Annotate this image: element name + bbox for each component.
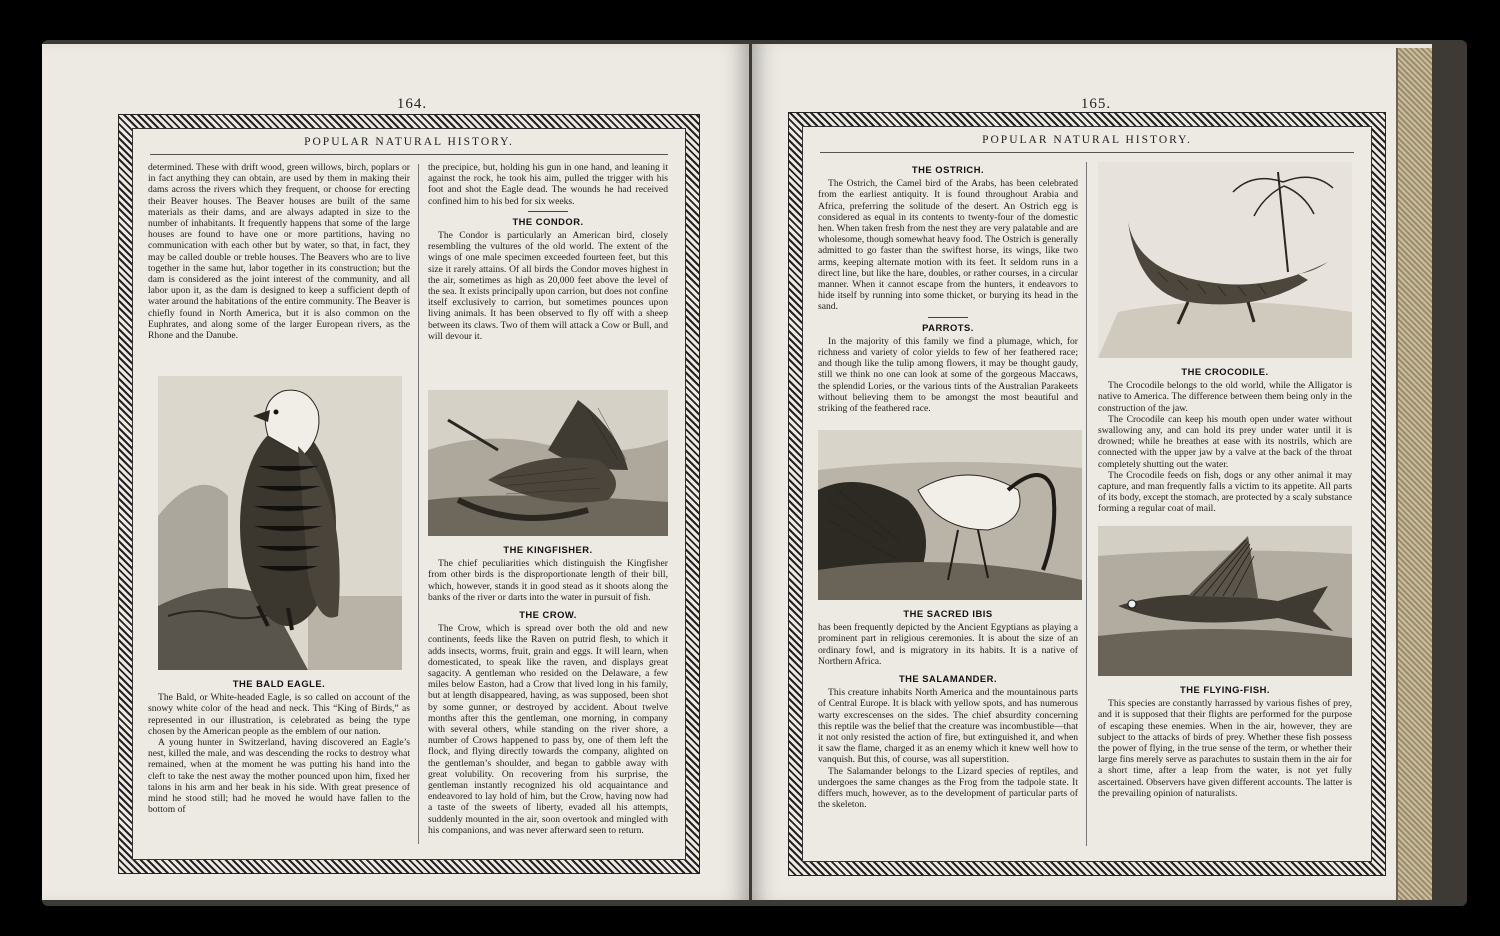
- page-number: 165.: [1080, 96, 1112, 112]
- text-column: [148, 162, 410, 366]
- section-heading: THE BALD EAGLE.: [232, 678, 326, 689]
- paragraph: The chief peculiarities which distinguish the Kingfisher from other birds is the disproportionate length of their bill, which, however, stands it in good stead as it shoots along the banks of the river or darts into the water in pursuit of fish.: [428, 558, 668, 603]
- text-column: [818, 160, 1078, 415]
- column-rule: [1086, 162, 1087, 846]
- text-column: [818, 604, 1078, 844]
- section-heading: THE KINGFISHER.: [503, 544, 593, 555]
- crocodile-illustration: [1098, 162, 1352, 358]
- paragraph: has been frequently depicted by the Ancient Egyptians as playing a prominent part in religious ceremonies. It is about the size of an ordinary fowl, and is migratory in its habits. It is a native of Northern Africa.: [818, 622, 1078, 667]
- running-head: POPULAR NATURAL HISTORY.: [304, 136, 514, 148]
- paragraph: This species are constantly harrassed by various fishes of prey, and it is supposed that their flights are performed for the purpose of escaping these enemies. When in the air, however, they are subject to the attacks of birds of prey. Whether these fish possess the power of flying, in the true sense of the term, or whether their large fins merely serve as parachutes to sustain them in the air for a short time, after a leap from the water, is not yet fully ascertained. Observers have given different accounts. The latter is the prevailing opinion of naturalists.: [1098, 698, 1352, 799]
- book-cover-edge: [1396, 48, 1432, 900]
- section-heading: THE OSTRICH.: [911, 164, 985, 175]
- section-heading: THE CONDOR.: [512, 215, 584, 227]
- paragraph: The Crocodile feeds on fish, dogs or any other animal it may capture, and man frequently falls a victim to its appetite. All parts of its body, except the stomach, are protected by a scaly substance forming a regular coat of mail.: [1098, 469, 1352, 515]
- section-heading: THE CROCODILE.: [1181, 366, 1269, 377]
- paragraph: The Crocodile belongs to the old world, while the Alligator is native to America. The difference between them being only in the construction of the jaw.: [1098, 380, 1352, 414]
- ornamental-frame: [788, 112, 1386, 876]
- column-rule: [418, 164, 419, 844]
- ornamental-frame: [118, 114, 700, 874]
- paragraph: determined. These with drift wood, green willows, birch, poplars or in fact anything they can obtain, are used by them in making their dams across the rivers which they frequent, or choose for erecting their Beaver houses. The Beaver houses are built of the same materials as their dams, and are always adapted in size to the number of inhabitants. It frequently happens that some of the large houses are found to have one or more partitions, having no communication with each other but by water, so that, in fact, they may be called double or treble houses. The Beavers who are to live together in the same hut, labor together in its construction; but the dam is considered as the joint interest of the community, and all labor upon it, as the dam is designed to keep a sufficient depth of water around the habitations of the entire community. The Beaver is chiefly found in North America, but it is also common on the Euphrates, and along some of the larger European rivers, as the Rhone and the Danube.: [148, 162, 410, 342]
- section-heading: PARROTS.: [922, 321, 974, 333]
- paragraph: The Ostrich, the Camel bird of the Arabs, has been celebrated from the earliest antiquity. It is found throughout Arabia and Africa, preferring the solitude of the desert. An Ostrich egg is considered as equal in its contents to twenty-four of the domestic hen. When taken fresh from the nest they are very palatable and are wholesome, though somewhat heavy food. The Ostrich is generally admitted to go faster than the swiftest horse, its wings, like two arms, keeping alternate motion with its feet. It seldom runs in a direct line, but like the hare, doubles, or rather courses, in a circular manner. When it cannot escape from the hunters, it endeavors to hide itself by running into some thicket, or burying its head in the sand.: [818, 178, 1078, 313]
- paragraph: The Bald, or White-headed Eagle, is so called on account of the snowy white color of the head and neck. This “King of Birds,” as represented in our illustration, is celebrated as being the type chosen by the American people as the emblem of our nation.: [148, 692, 410, 737]
- text-column: [1098, 680, 1352, 840]
- paragraph: The Condor is particularly an American bird, closely resembling the vultures of the old world. The extent of the wings of one male specimen exceeded fourteen feet, but this size it rarely attains. Of all birds the Condor moves highest in the air, sometimes as high as 20,000 feet above the level of the sea. It exists principally upon carrion, but does not confine itself exclusively to carrion, but sometimes pounces upon living animals. It has been observed to fly off with a sheep between its claws. Two of them will attack a Cow or Bull, and will devour it.: [428, 230, 668, 342]
- section-heading: THE SACRED IBIS: [903, 608, 993, 619]
- paragraph: The Crow, which is spread over both the old and new continents, feeds like the Raven on putrid flesh, to which it adds insects, worms, fruit, grain and eggs. It will learn, when domesticated, to speak like the raven, and displays great sagacity. A gentleman who resided on the Delaware, a few miles below Easton, had a Crow that lived long in his family, but at length disappeared, having, as was supposed, been shot by some gunner, or destroyed by accident. About twelve months after this the gentleman, one morning, in company with several others, while standing on the river shore, a number of Crows happened to pass by, one of them left the flock, and flying directly towards the company, alighted on the gentleman’s shoulder, and began to gabble away with great volubility. On recovering from his surprise, the gentleman instantly recognized his old acquaintance and endeavored to lay hold of him, but the Crow, having now had a taste of the sweets of liberty, evaded all his attempts, suddenly mounted in the air, soon overtook and mingled with his companions, and was never afterward seen to return.: [428, 623, 668, 836]
- kingfisher-illustration: [428, 390, 668, 536]
- text-column: [428, 162, 668, 387]
- paragraph: In the majority of this family we find a plumage, which, for richness and variety of color yields to few of her feathered race; and though like the tulip among flowers, it may be thought gaudy, still we think no one can look at some of the gorgeous Maccaws, the splendid Lories, or the various tints of the Australian Parakeets without believing them to be amongst the most beautiful and striking of the feathered race.: [818, 335, 1078, 415]
- section-heading: THE FLYING-FISH.: [1180, 684, 1270, 695]
- bald-eagle-illustration: [158, 376, 402, 670]
- paragraph: A young hunter in Switzerland, having discovered an Eagle’s nest, killed the male, and was descending the rocks to destroy what remained, when at the moment he was putting his hand into the cleft to take the nest away the mother pounced upon him, fixed her talons in his arm and her beak in his side. With great presence of mind he stood still; had he moved he would have fallen to the bottom of: [148, 737, 410, 816]
- text-column: [148, 674, 410, 844]
- right-page: [752, 44, 1432, 900]
- text-column: [1098, 362, 1352, 522]
- paragraph: This creature inhabits North America and the mountainous parts of Central Europe. It is black with yellow spots, and has numerous warty excrescenses on the sides. The chief absurdity concerning this reptile was the belief that the creature was incombustible—that it not only resisted the action of fire, but extinguished it, and when it saw the flame, charged it as an enemy which it knew well how to vanquish. But this, of course, was all superstition.: [818, 687, 1078, 766]
- paragraph: The Salamander belongs to the Lizard species of reptiles, and undergoes the same changes as the Frog from the tadpole state. It differs much, however, as to the development of particular parts of the skeleton.: [818, 765, 1078, 811]
- flying-fish-illustration: [1098, 526, 1352, 676]
- paragraph: the precipice, but, holding his gun in one hand, and leaning it against the rock, he took his aim, pulled the trigger with his foot and shot the Eagle dead. The wounds he had received confined him to his bed for six weeks.: [428, 162, 668, 207]
- section-heading: THE CROW.: [519, 609, 577, 621]
- section-heading: THE SALAMANDER.: [898, 673, 998, 685]
- running-head: POPULAR NATURAL HISTORY.: [982, 134, 1192, 146]
- open-book: [42, 40, 1467, 906]
- left-page: [42, 44, 749, 900]
- paragraph: The Crocodile can keep his mouth open under water without swallowing any, and can hold its prey under water until it is drowned; while he breathes at ease with its nostrils, which are connected with the upper jaw by a valve at the back of the throat completely shutting out the water.: [1098, 413, 1352, 470]
- sacred-ibis-illustration: [818, 430, 1082, 600]
- page-number: 164.: [396, 96, 428, 112]
- text-column: [428, 540, 668, 846]
